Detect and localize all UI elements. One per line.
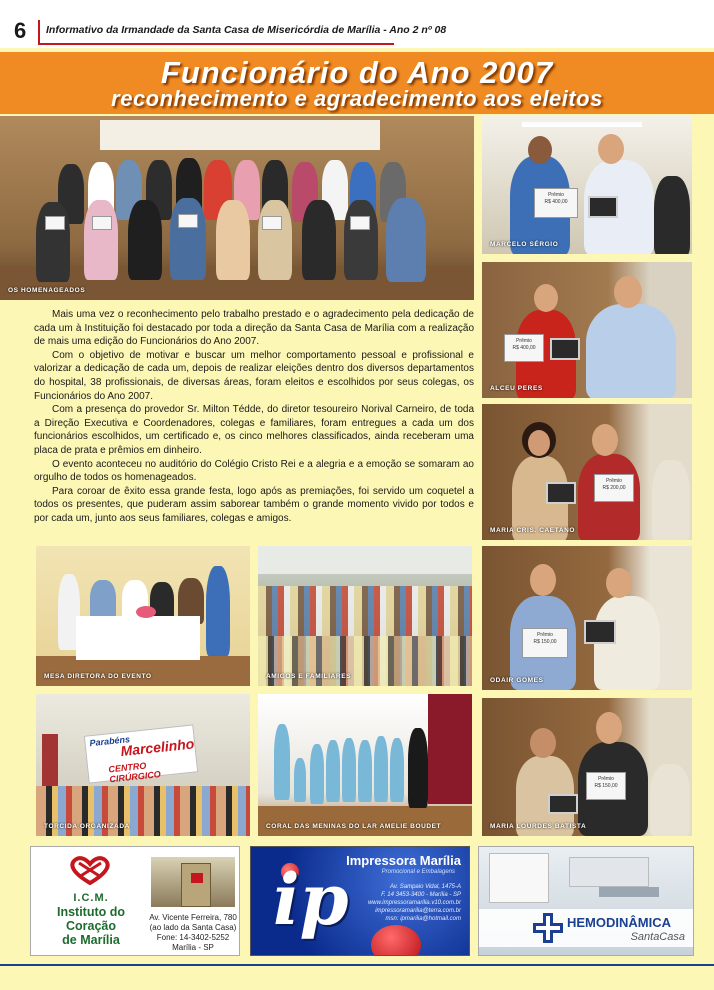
prize-value: R$ 150,00 xyxy=(533,639,557,645)
banner-sign-line3: CENTRO CIRÚRGICO xyxy=(107,760,162,785)
caption-torcida: TORCIDA ORGANIZADA xyxy=(44,823,130,830)
ip-subtitle: Promocional e Embalagens xyxy=(381,869,455,875)
prize-label: Prêmio xyxy=(598,776,614,782)
caption-homenageados: OS HOMENAGEADOS xyxy=(8,287,86,294)
ip-address: Av. Sampaio Vidal, 1475-A xyxy=(389,884,461,890)
ip-contact xyxy=(368,883,461,923)
prize-value: R$ 150,00 xyxy=(594,783,618,789)
prize-value: R$ 400,00 xyxy=(544,199,568,205)
prize-certificate xyxy=(586,772,626,800)
icm-name-line: de Marília xyxy=(62,933,120,947)
prize-value: R$ 200,00 xyxy=(602,485,626,491)
caption-marcelo: MARCELO SÉRGIO xyxy=(490,241,559,248)
ip-msn: msn: ipmarilia@hotmail.com xyxy=(385,916,461,922)
icm-phone: Fone: 14-3402-5252 xyxy=(156,933,230,942)
banner-sign-line2: Marcelinho xyxy=(119,735,195,760)
photo-odair-gomes xyxy=(482,546,692,690)
article-paragraph: Com a presença do provedor Sr. Milton Tédde, do diretor tesoureiro Norival Carneiro, de toda a Direção Executiva e Coordenadores, colegas e familiares, foram entregues a cada um dos funcionários escolhidos, um certificado e, os cinco melhores classificados, ainda receberam uma placa de prata e prêmios em dinheiro. xyxy=(34,404,474,456)
header-rule xyxy=(38,43,394,45)
banner-sign xyxy=(84,724,198,783)
icm-name xyxy=(37,891,145,947)
icm-name-line: Coração xyxy=(65,919,117,933)
caption-maria-cris: MARIA CRIS. CAETANO xyxy=(490,527,576,534)
photo-coral-meninas xyxy=(258,694,472,836)
ad-icm[interactable] xyxy=(30,846,240,956)
photo-maria-lourdes-batista xyxy=(482,698,692,836)
article-paragraph: Para coroar de êxito essa grande festa, logo após as premiações, foi servido um coquetel a todos os presentes, que puderam assim saborear também o grande momento vivido por todos e por cada um, junto aos seus familiares, colegas e amigos. xyxy=(34,485,474,524)
photo-mesa-diretora xyxy=(36,546,250,686)
ip-title: Impressora Marília xyxy=(346,853,461,868)
prize-value: R$ 400,00 xyxy=(512,345,536,351)
article-body xyxy=(34,308,474,526)
icm-address-line: (ao lado da Santa Casa) xyxy=(149,923,237,932)
publication-line: Informativo da Irmandade da Santa Casa de Misericórdia de Marília - Ano 2 nº 08 xyxy=(46,24,447,36)
title-banner xyxy=(0,52,714,114)
photo-homenageados xyxy=(0,116,474,300)
caption-amigos: AMIGOS E FAMILIARES xyxy=(266,673,352,680)
prize-certificate xyxy=(594,474,634,502)
icm-address xyxy=(145,913,240,953)
page-number: 6 xyxy=(14,18,27,43)
banner-sign-line1: Parabéns xyxy=(89,734,131,749)
ad-hemodinamica[interactable] xyxy=(478,846,694,956)
article-paragraph: Com o objetivo de motivar e buscar um melhor comportamento pessoal e profissional e valorizar a dedicação de cada um, depois de realizar eleições dentro dos diversos departamentos do hospital, 38 profissionais, de diversas áreas, foram eleitos e escolhidos por seus colegas, os Funcionários do Ano 2007. xyxy=(34,349,474,402)
red-sphere-icon xyxy=(371,925,421,956)
prize-certificate xyxy=(534,188,578,218)
icm-building-image xyxy=(151,857,235,907)
prize-label: Prêmio xyxy=(516,338,532,344)
ip-logo: ip xyxy=(273,858,349,941)
prize-label: Prêmio xyxy=(548,192,564,198)
article-paragraph: O evento aconteceu no auditório do Colégio Cristo Rei e a alegria e a emoção se somaram ao orgulho de todos os homenageados. xyxy=(34,458,474,484)
hemo-title: HEMODINÂMICA xyxy=(567,915,671,930)
icm-name-line: Instituto do xyxy=(56,905,126,919)
caption-mesa: MESA DIRETORA DO EVENTO xyxy=(44,673,152,680)
hemo-subtitle: SantaCasa xyxy=(630,931,685,943)
article-subtitle: reconhecimento e agradecimento aos eleitos xyxy=(111,86,603,111)
photo-maria-cris-caetano xyxy=(482,404,692,540)
ad-impressora-marilia[interactable] xyxy=(250,846,470,956)
photo-alceu-peres xyxy=(482,262,692,398)
prize-label: Prêmio xyxy=(606,478,622,484)
ip-phone: F. 14 3453-3400 - Marília - SP xyxy=(381,892,461,898)
photo-amigos-familiares xyxy=(258,546,472,686)
icm-city: Marília - SP xyxy=(172,943,214,952)
prize-certificate xyxy=(522,628,568,658)
icm-acronym: I.C.M. xyxy=(73,892,109,904)
ip-website: www.impressoramarilia.v10.com.br xyxy=(367,900,461,906)
page-header xyxy=(0,0,714,48)
caption-alceu: ALCEU PERES xyxy=(490,385,543,392)
footer-rule xyxy=(0,964,714,966)
article-paragraph: Mais uma vez o reconhecimento pelo trabalho prestado e o agradecimento pela dedicação de cada um à Instituição foi destacado por toda a direção da Santa Casa de Marília com a realização de mais uma edição do Funcionários do Ano 2007. xyxy=(34,309,474,348)
prize-label: Prêmio xyxy=(537,632,553,638)
ip-email: impressoramarilia@terra.com.br xyxy=(375,908,461,914)
photo-marcelo-sergio xyxy=(482,116,692,254)
header-divider xyxy=(38,20,40,44)
caption-odair: ODAIR GOMES xyxy=(490,677,544,684)
icm-address-line: Av. Vicente Ferreira, 780 xyxy=(149,913,237,922)
heart-logo-icon xyxy=(67,855,113,885)
prize-certificate xyxy=(504,334,544,362)
cross-logo-icon xyxy=(533,913,563,943)
photo-torcida-organizada xyxy=(36,694,250,836)
caption-maria-lourdes: MARIA LOURDES BATISTA xyxy=(490,823,587,830)
article-title: Funcionário do Ano 2007 xyxy=(160,55,554,90)
caption-coral: CORAL DAS MENINAS DO LAR AMELIE BOUDET xyxy=(266,823,442,830)
